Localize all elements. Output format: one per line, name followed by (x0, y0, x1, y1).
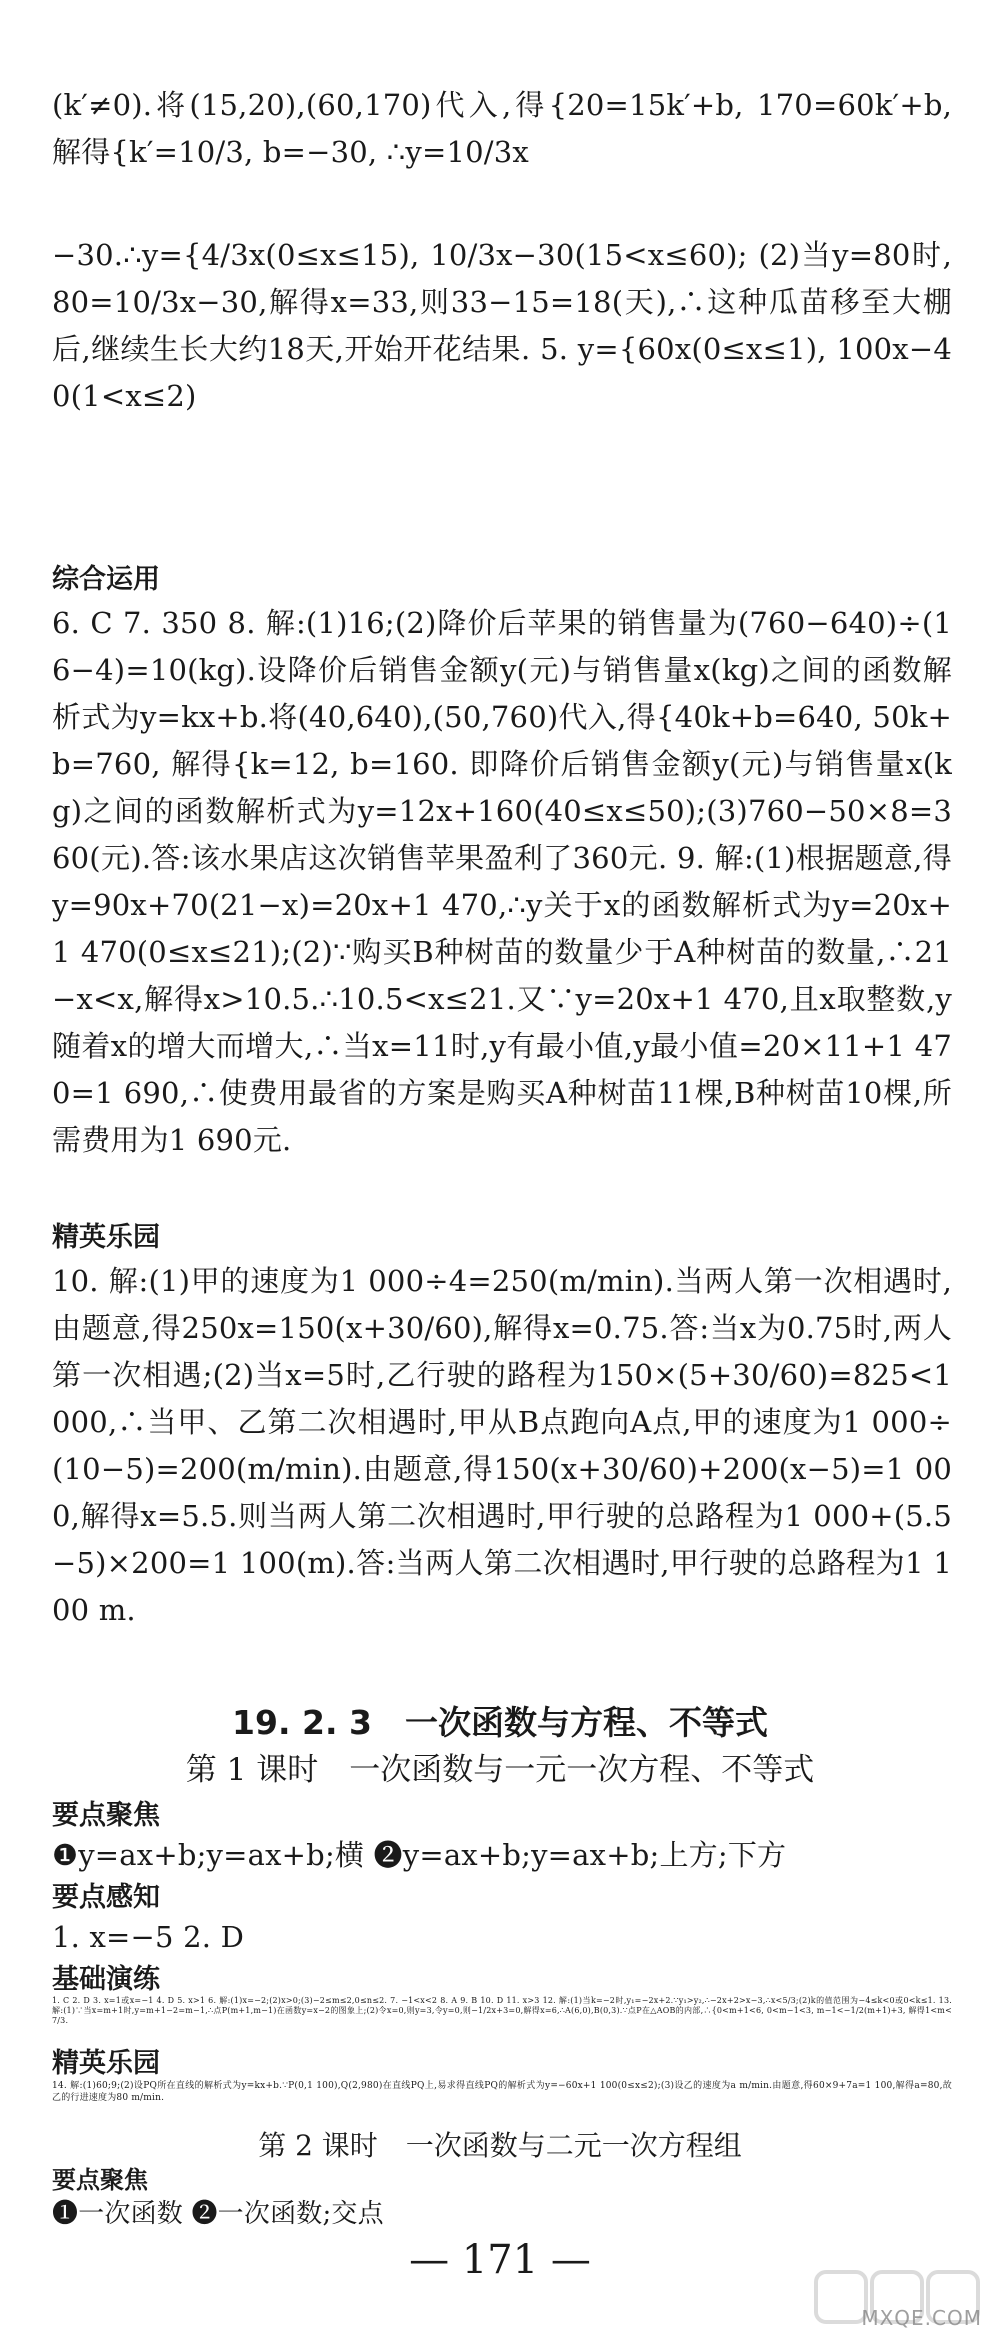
paragraph-jichu: 1. C 2. D 3. x=1或x=−1 4. D 5. x>1 6. 解:(1)x=−2;(2)x>0;(3)−2≤m≤2,0≤n≤2. 7. −1<x<2 8. A 9. B 10. D 11. x>3 12. 解:(1)当k=−2时,y₁=−2x+2.∵y₁>y₂,∴−2x+2>x−3,∴x<5/3;(2)k的值范围为−4≤k<0或0<k≤1. 13. 解:(1)∵当x=m+1时,y=m+1−2=m−1,∴点P(m+1,m−1)在函数y=x−2的图象上;(2)令x=0,则y=3,令y=0,则−1/2x+3=0,解得x=6,∴A(6,0),B(0,3).∵点P在△AOB的内部,∴{0<m+1<6, 0<m−1<3, m−1<−1/2(m+1)+3, 解得1<m<7/3. (52, 1996, 952, 2025)
lesson-1-title: 第 1 课时 一次函数与一元一次方程、不等式 (185, 1752, 815, 1788)
page-number: — 171 — (409, 2237, 591, 2283)
paragraph-ganzhi: 1. x=−5 2. D (52, 1920, 245, 1954)
paragraph-problems-6-9: 6. C 7. 350 8. 解:(1)16;(2)降价后苹果的销售量为(760−640)÷(16−4)=10(kg).设降价后销售金额y(元)与销售量x(kg)之间的函数解析式为y=kx+b.将(40,640),(50,760)代入,得{40k+b=640, 50k+b=760, 解得{k=12, b=160. 即降价后销售金额y(元)与销售量x(kg)之间的函数解析式为y=12x+160(40≤x≤50);(3)760−50×8=360(元).答:该水果店这次销售苹果盈利了360元. 9. 解:(1)根据题意,得y=90x+70(21−x)=20x+1 470,∴y关于x的函数解析式为y=20x+1 470(0≤x≤21);(2)∵购买B种树苗的数量少于A种树苗的数量,∴21−x<x,解得x>10.5.∴10.5<x≤21.又∵y=20x+1 470,且x取整数,y随着x的增大而增大,∴当x=11时,y有最小值,y最小值=20×11+1 470=1 690,∴使费用最省的方案是购买A种树苗11棵,B种树苗10棵,所需费用为1 690元. (52, 606, 952, 1157)
paragraph-problem-10: 10. 解:(1)甲的速度为1 000÷4=250(m/min).当两人第一次相遇时,由题意,得250x=150(x+30/60),解得x=0.75.答:当x为0.75时,两人第一次相遇;(2)当x=5时,乙行驶的路程为150×(5+30/60)=825<1 000,∴当甲、乙第二次相遇时,甲从B点跑向A点,甲的速度为1 000÷(10−5)=200(m/min).由题意,得150(x+30/60)+200(x−5)=1 000,解得x=5.5.则当两人第二次相遇时,甲行驶的总路程为1 000+(5.5−5)×200=1 100(m).答:当两人第二次相遇时,甲行驶的总路程为1 100 m. (52, 1264, 952, 1627)
lesson-2-title: 第 2 课时 一次函数与二元一次方程组 (258, 2129, 742, 2162)
paragraph-jujiao: ❶y=ax+b;y=ax+b;横 ❷y=ax+b;y=ax+b;上方;下方 (52, 1838, 787, 1872)
paragraph-problem-14: 14. 解:(1)60;9;(2)设PQ所在直线的解析式为y=kx+b.∵P(0,1 100),Q(2,980)在直线PQ上,易求得直线PQ的解析式为y=−60x+1 100(0≤x≤2);(3)设乙的速度为a m/min.由题意,得60×9+7a=1 100,解得a=80,故乙的行进速度为80 m/min. (52, 2081, 952, 2103)
heading-zonghe: 综合运用 (52, 564, 160, 595)
heading-yaodian-ganzhi: 要点感知 (52, 1882, 160, 1913)
paragraph-k-prime: (k′≠0).将(15,20),(60,170)代入,得{20=15k′+b, 170=60k′+b, 解得{k′=10/3, b=−30, ∴y=10/3x (52, 88, 952, 169)
paragraph-jujiao-2: ❶一次函数 ❷一次函数;交点 (52, 2199, 384, 2229)
heading-yaodian-jujiao-2: 要点聚焦 (52, 2166, 148, 2194)
heading-jingying-2: 精英乐园 (52, 2048, 160, 2079)
heading-yaodian-jujiao: 要点聚焦 (52, 1800, 160, 1831)
watermark-text: MXQE.COM (861, 2306, 982, 2330)
section-title: 19. 2. 3 一次函数与方程、不等式 (232, 1703, 768, 1742)
paragraph-piecewise: −30.∴y={4/3x(0≤x≤15), 10/3x−30(15<x≤60); (2)当y=80时,80=10/3x−30,解得x=33,则33−15=18(天),∴这种瓜苗移至大棚后,继续生长大约18天,开始开花结果. 5. y={60x(0≤x≤1), 100x−40(1<x≤2) (52, 238, 952, 413)
heading-jingying-1: 精英乐园 (52, 1222, 160, 1253)
heading-jichu: 基础演练 (52, 1964, 160, 1995)
